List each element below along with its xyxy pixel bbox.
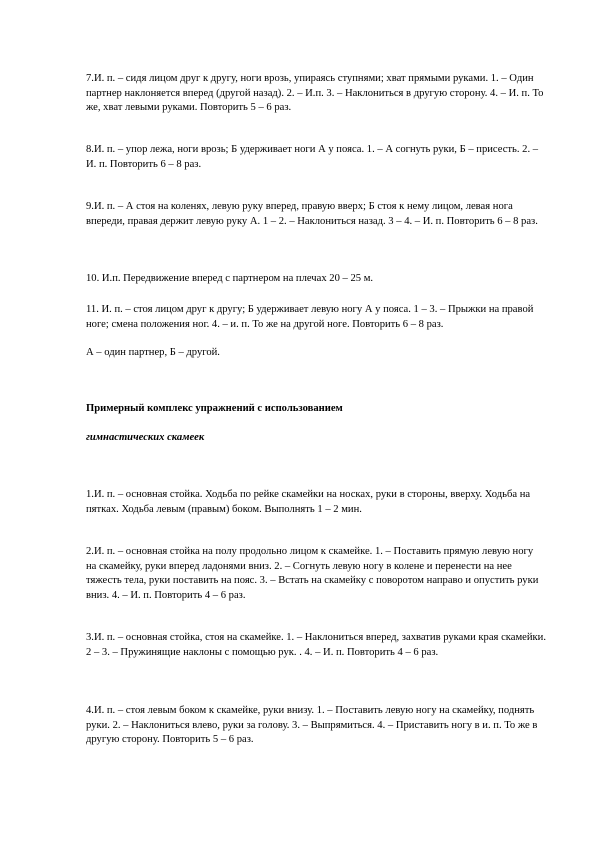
bench-exercise-4: 4.И. п. – стоя левым боком к скамейке, руки внизу. 1. – Поставить левую ногу на скамейку, поднять руки. 2. – Наклониться влево, руки за голову. 3. – Выпрямиться. 4. – Приставить ногу в и. п. То же в другую сторону. Повторить 5 – 6 раз. [86,705,538,746]
section-heading: Примерный комплекс упражнений с использованием [86,403,343,414]
exercise-paragraph-8: 8.И. п. – упор лежа, ноги врозь; Б удерживает ноги А у пояса. 1. – А согнуть руки, Б – присесть. 2. – И. п. Повторить 6 – 8 раз. [86,144,539,170]
partner-note: А – один партнер, Б – другой. [86,347,220,358]
exercise-paragraph-10: 10. И.п. Передвижение вперед с партнером на плечах 20 – 25 м. [86,273,374,284]
section-subheading: гимнастических скамеек [86,432,205,443]
bench-exercise-2: 2.И. п. – основная стойка на полу продольно лицом к скамейке. 1. – Поставить прямую левую ногу на скамейку, руки вперед ладонями вниз. 2. – Согнуть левую ногу в колене и перенести на нее тяжесть тела, руки поставить на пояс. 3. – Встать на скамейку с поворотом направо и опустить руки вниз. 4. – И. п. Повторить 4 – 6 раз. [86,546,539,602]
exercise-paragraph-11: 11. И. п. – стоя лицом друг к другу; Б удерживает левую ногу А у пояса. 1 – 3. – Прыжки на правой ноге; смена положения ног. 4. – и. п. То же на другой ноге. Повторить 6 – 8 раз. [86,304,534,330]
bench-exercise-1: 1.И. п. – основная стойка. Ходьба по рейке скамейки на носках, руки в стороны, вверху. Ходьба на пятках. Ходьба левым (правым) боком. Выполнять 1 – 2 мин. [86,489,531,515]
exercise-paragraph-7: 7.И. п. – сидя лицом друг к другу, ноги врозь, упираясь ступнями; хват прямыми руками. 1. – Один партнер наклоняется вперед (другой назад). 2. – И.п. 3. – Наклониться в другую сторону. 4. – И. п. То же, хват левыми руками. Повторить 5 – 6 раз. [86,73,544,114]
exercise-paragraph-9: 9.И. п. – А стоя на коленях, левую руку вперед, правую вверх; Б стоя к нему лицом, левая нога впереди, правая держит левую руку А. 1 – 2. – Наклониться назад. 3 – 4. – И. п. Повторить 6 – 8 раз. [86,201,538,227]
bench-exercise-3: 3.И. п. – основная стойка, стоя на скамейке. 1. – Наклониться вперед, захватив руками края скамейки. 2 – 3. – Пружинящие наклоны с помощью рук. . 4. – И. п. Повторить 4 – 6 раз. [86,632,546,658]
